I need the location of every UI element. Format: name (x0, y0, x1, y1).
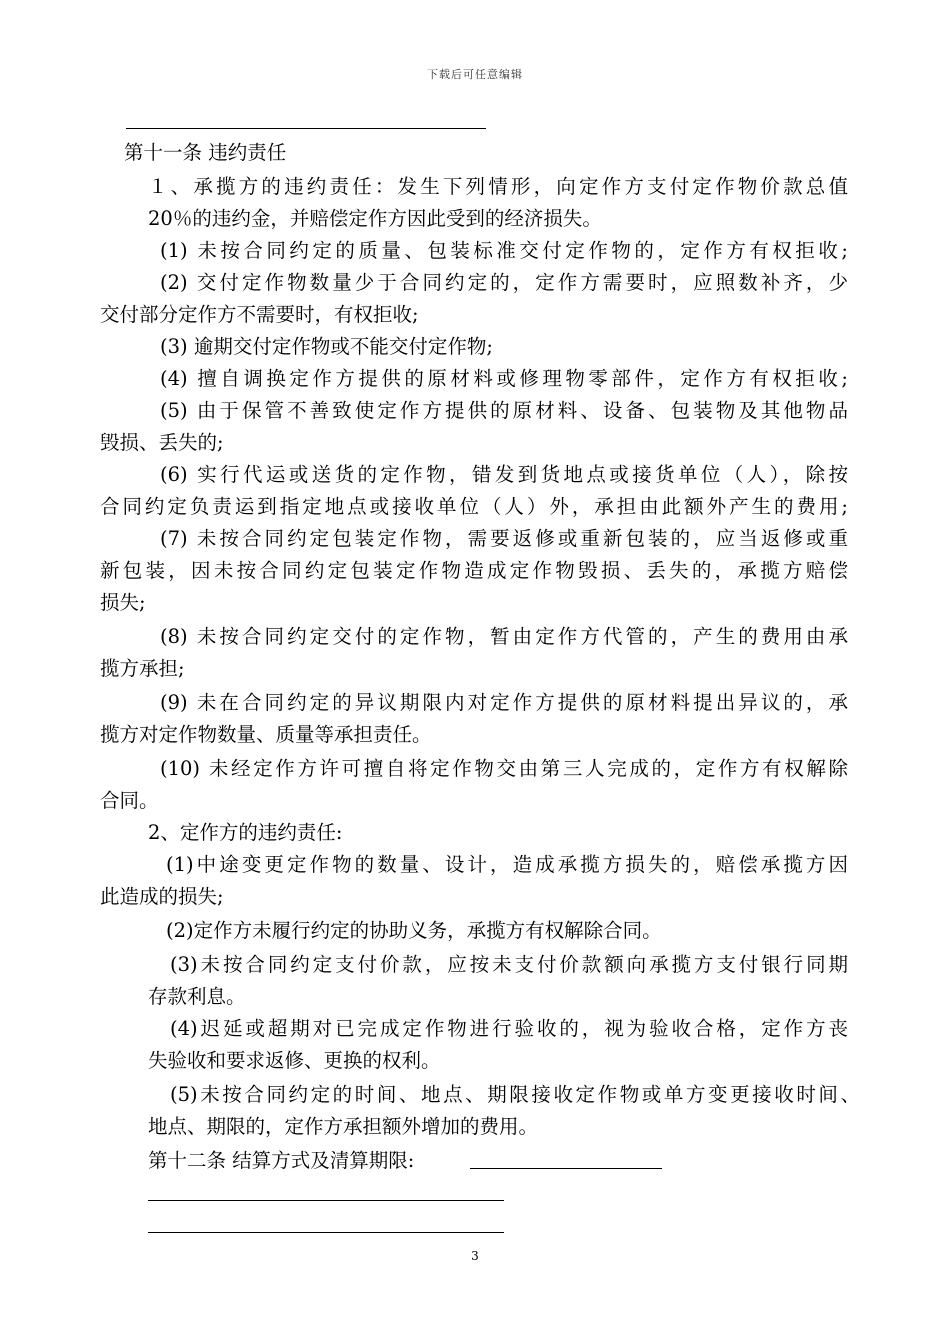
p2-item-line: (4)迟延或超期对已完成定作物进行验收的，视为验收合格，定作方丧 (170, 1017, 848, 1040)
article-11-title: 第十一条 违约责任 (124, 141, 287, 164)
item-line: (2) 交付定作物数量少于合同约定的，定作方需要时，应照数补齐，少 (160, 271, 848, 294)
p2-item-line: 失验收和要求返修、更换的权利。 (148, 1049, 441, 1072)
item-line: (9) 未在合同约定的异议期限内对定作方提供的原材料提出异议的，承 (160, 691, 848, 714)
item-line: (7) 未按合同约定包装定作物，需要返修或重新包装的，应当返修或重 (160, 527, 848, 550)
item-line: 损失; (100, 591, 146, 614)
p2-item-line: 存款利息。 (148, 985, 246, 1008)
article-12-blank (470, 1168, 662, 1169)
article-12-title: 第十二条 结算方式及清算期限: (148, 1149, 415, 1172)
item-line: 毁损、丢失的; (100, 431, 224, 454)
p2-item-line: (5)未按合同约定的时间、地点、期限接收定作物或单方变更接收时间、 (170, 1083, 860, 1106)
item-line: (10) 未经定作方许可擅自将定作物交由第三人完成的，定作方有权解除 (160, 757, 848, 780)
p2-item-line: 此造成的损失; (100, 885, 224, 908)
p2-item-line: (2)定作方未履行约定的协助义务，承揽方有权解除合同。 (166, 919, 662, 942)
item-line: (3) 逾期交付定作物或不能交付定作物; (160, 335, 493, 358)
item-line: (8) 未按合同约定交付的定作物，暂由定作方代管的，产生的费用由承 (160, 625, 848, 648)
item-line: 合同约定负责运到指定地点或接收单位（人）外，承担由此额外产生的费用; (100, 495, 848, 518)
item-line: (4) 擅自调换定作方提供的原材料或修理物零部件，定作方有权拒收; (160, 367, 848, 390)
paragraph-1-line-2: 20％的违约金，并赔偿定作方因此受到的经济损失。 (148, 207, 602, 230)
item-line: (5) 由于保管不善致使定作方提供的原材料、设备、包装物及其他物品 (160, 399, 848, 422)
item-line: 揽方对定作物数量、质量等承担责任。 (100, 723, 432, 746)
p2-item-line: 地点、期限的，定作方承担额外增加的费用。 (148, 1115, 539, 1138)
item-line: (1) 未按合同约定的质量、包装标准交付定作物的，定作方有权拒收; (160, 239, 848, 262)
item-line: 合同。 (100, 789, 159, 812)
page-header: 下载后可任意编辑 (427, 68, 523, 81)
p2-item-line: (3)未按合同约定支付价款，应按未支付价款额向承揽方支付银行同期 (170, 953, 848, 976)
item-line: (6) 实行代运或送货的定作物，错发到货地点或接货单位（人），除按 (160, 463, 848, 486)
p2-item-line: (1)中途变更定作物的数量、设计，造成承揽方损失的，赔偿承揽方因 (166, 853, 848, 876)
item-line: 交付部分定作方不需要时，有权拒收; (100, 303, 419, 326)
paragraph-1-line-1: １、承揽方的违约责任：发生下列情形，向定作方支付定作物价款总值 (148, 175, 848, 198)
paragraph-2-title: 2、定作方的违约责任: (148, 821, 343, 844)
page-number: 3 (471, 1249, 479, 1263)
item-line: 揽方承担; (100, 657, 185, 680)
blank-line-1 (148, 1200, 504, 1201)
top-underline (126, 128, 486, 129)
blank-line-2 (148, 1232, 504, 1233)
item-line: 新包装，因未按合同约定包装定作物造成定作物毁损、丢失的，承揽方赔偿 (100, 559, 848, 582)
